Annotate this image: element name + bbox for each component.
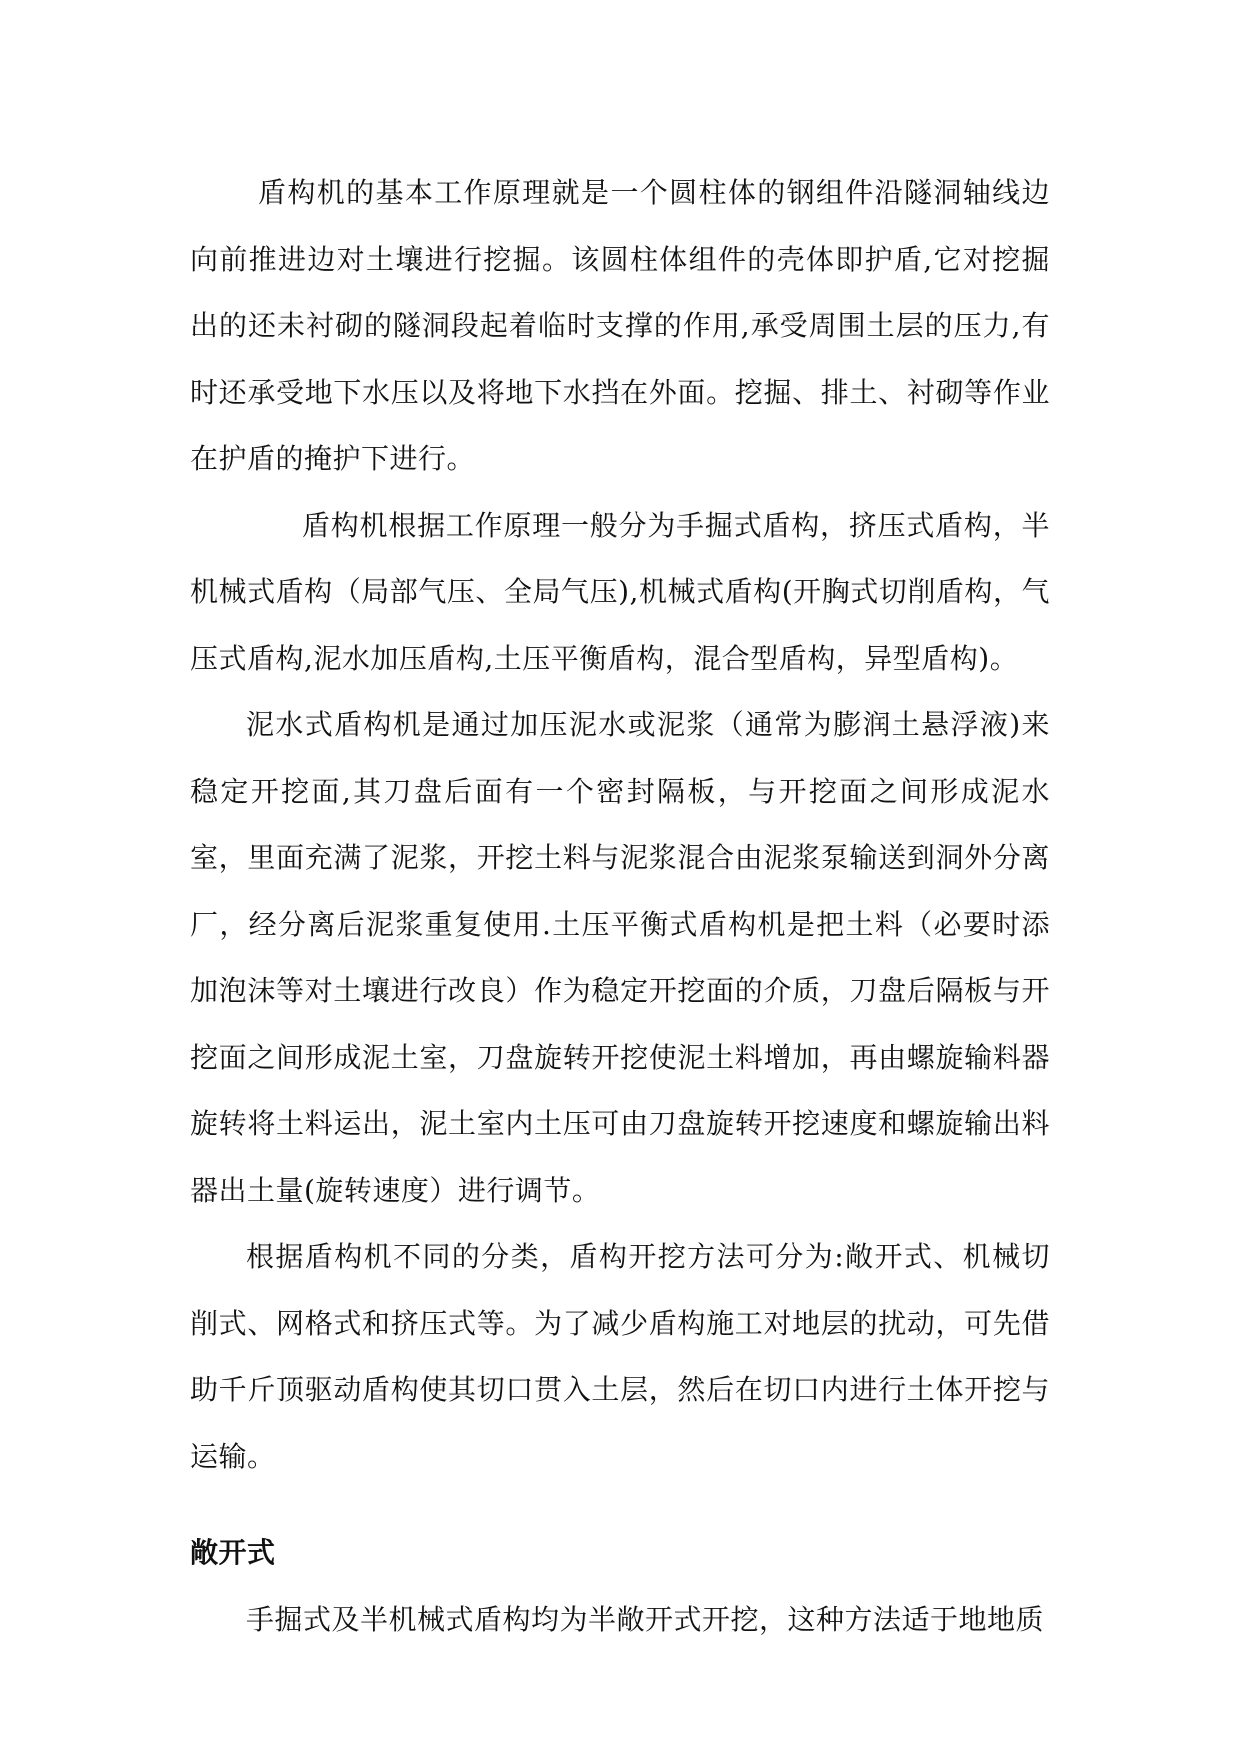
paragraph-working-principle: 盾构机的基本工作原理就是一个圆柱体的钢组件沿隧洞轴线边向前推进边对土壤进行挖掘。该圆柱体组件的壳体即护盾,它对挖掘出的还未衬砌的隧洞段起着临时支撑的作用,承受周围土层的压力,有时还承受地下水压以及将地下水挡在外面。挖掘、排土、衬砌等作业在护盾的掩护下进行。 bbox=[190, 176, 1050, 475]
paragraph-excavation-methods: 根据盾构机不同的分类，盾构开挖方法可分为:敞开式、机械切削式、网格式和挤压式等。为了减少盾构施工对地层的扰动，可先借助千斤顶驱动盾构使其切口贯入土层，然后在切口内进行土体开挖与运输。 bbox=[190, 1240, 1050, 1473]
section-heading-open-type: 敞开式 bbox=[190, 1536, 276, 1569]
document-body bbox=[190, 160, 1050, 1653]
paragraph-shield-types: 盾构机根据工作原理一般分为手掘式盾构，挤压式盾构，半机械式盾构（局部气压、全局气压),机械式盾构(开胸式切削盾构，气压式盾构,泥水加压盾构,土压平衡盾构，混合型盾构，异型盾构)。 bbox=[190, 508, 1050, 675]
paragraph-slurry-epb: 泥水式盾构机是通过加压泥水或泥浆（通常为膨润土悬浮液)来稳定开挖面,其刀盘后面有一个密封隔板，与开挖面之间形成泥水室，里面充满了泥浆，开挖土料与泥浆混合由泥浆泵输送到洞外分离厂，经分离后泥浆重复使用.土压平衡式盾构机是把土料（必要时添加泡沫等对土壤进行改良）作为稳定开挖面的介质，刀盘后隔板与开挖面之间形成泥土室，刀盘旋转开挖使泥土料增加，再由螺旋输料器旋转将土料运出，泥土室内土压可由刀盘旋转开挖速度和螺旋输出料器出土量(旋转速度）进行调节。 bbox=[190, 708, 1050, 1207]
paragraph-open-type: 手掘式及半机械式盾构均为半敞开式开挖，这种方法适于地地质 bbox=[246, 1602, 1045, 1636]
